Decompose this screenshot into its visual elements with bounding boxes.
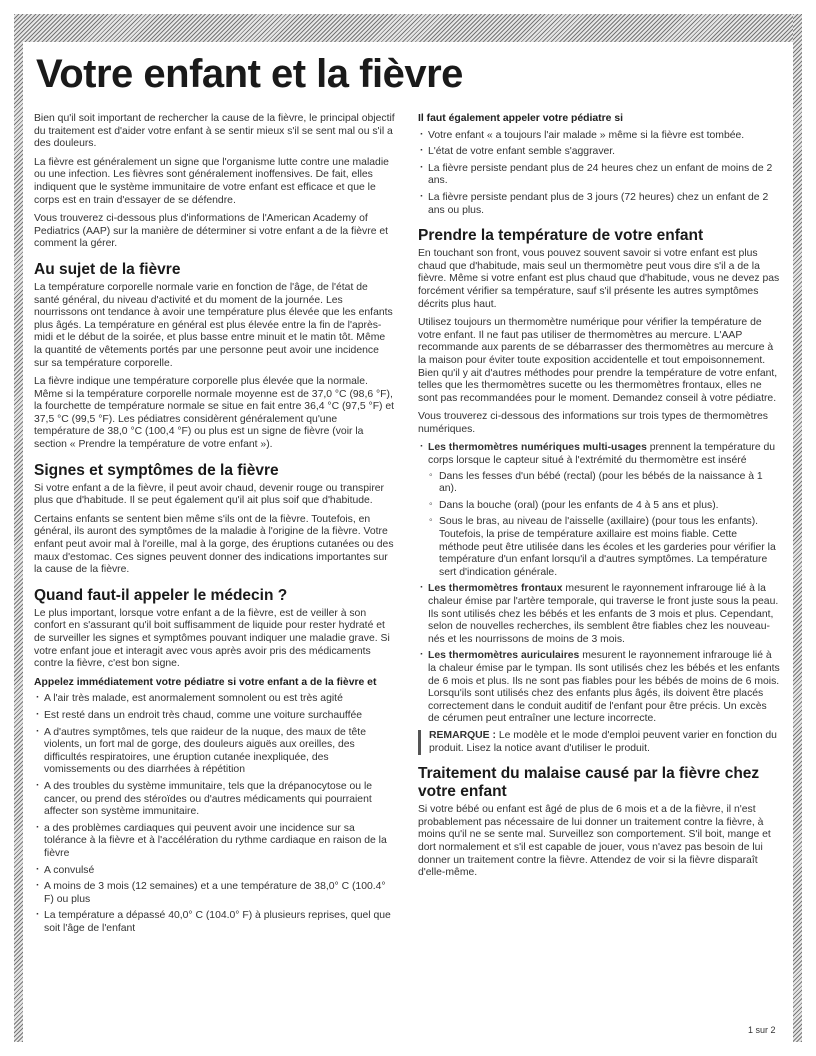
about-paragraph: La température corporelle normale varie en fonction de l'âge, de l'état de santé général, du niveau d'activité et du moment de la journée. Les nourrissons ont tendance à avoir une température plus élevée que les enfants plus âgés. La température en général est plus élevée entre la fin de l'après-midi et le début de la soirée, et plus basse entre minuit et le matin tôt. Même la quantité de vêtements portés par une personne peut avoir une incidence sur sa température corporelle. bbox=[34, 281, 393, 369]
thermometer-ear-item bbox=[418, 650, 780, 726]
note-text: Le modèle et le mode d'emploi peuvent varier en fonction du produit. Lisez la notice avant d'utiliser le produit. bbox=[429, 729, 777, 754]
thermometer-multi-text: prennent la température du corps lorsque le capteur situé à l'extrémité du thermomètre est inséré bbox=[428, 442, 776, 467]
thermometer-multi-sublist bbox=[428, 471, 780, 580]
temperature-paragraph: En touchant son front, vous pouvez souvent savoir si votre enfant est plus chaud que d'habitude, mais seul un thermomètre peut vous dire s'il a de la fièvre. Même si votre enfant est plus chaud que d'habitude, vous ne devez pas forcément vérifier sa température, sauf s'il présente les autres symptômes décrits plus haut. bbox=[418, 248, 780, 310]
list-item: · A des troubles du système immunitaire, tels que la drépanocytose ou le cancer, ou prend des stéroïdes ou d'autres médicaments qui pourraient affecter son système immunitaire. bbox=[34, 781, 396, 819]
about-paragraph: La fièvre indique une température corporelle plus élevée que la normale. Même si la température corporelle normale moyenne est de 37,0 °C (98,6 °F), la fourchette de température normale se situe en fait entre 36,4 °C (97,5 °F) et 37,5 °C (99,5 °F). Les pédiatres considèrent généralement qu'une température de 38,0 °C (100,4 °F) ou plus est un signe de fièvre (voir la section « Prendre la température de votre enfant »). bbox=[34, 376, 395, 451]
thermometer-multi-label: Les thermomètres numériques multi-usages bbox=[428, 442, 647, 454]
page-number: 1 sur 2 bbox=[748, 1025, 776, 1035]
temperature-paragraph: Vous trouverez ci-dessous des informations sur trois types de thermomètres numériques. bbox=[418, 411, 768, 435]
list-item: · a des problèmes cardiaques qui peuvent avoir une incidence sur sa tolérance à la fièvre et à l'accélération du rythme cardiaque en raison de la fièvre bbox=[34, 823, 396, 861]
list-item: ◦ Sous le bras, au niveau de l'aisselle (axillaire) (pour tous les enfants). Toutefois, la prise de température axillaire est moins fiable. Cette méthode peut être utilisée dans les écoles et les garderies pour vérifier la température d'un enfant lorsqu'il a d'autres symptômes. La température sert d'indication générale. bbox=[428, 516, 780, 579]
list-item: · L'état de votre enfant semble s'aggraver. bbox=[418, 146, 780, 159]
list-item: · A l'air très malade, est anormalement somnolent ou est très agité bbox=[34, 693, 396, 706]
thermometer-ear-label: Les thermomètres auriculaires bbox=[428, 650, 580, 662]
section-heading-about: Au sujet de la fièvre bbox=[34, 260, 181, 278]
list-item: · Votre enfant « a toujours l'air malade » même si la fièvre est tombée. bbox=[418, 130, 780, 143]
list-item: · A d'autres symptômes, tels que raideur de la nuque, des maux de tête violents, un fort mal de gorge, des douleurs aiguës aux oreilles, des difficultés respiratoires, une éruption cutanée inexpliquée, des vomissements ou des diarrhées à répétition bbox=[34, 727, 396, 777]
intro-paragraph: La fièvre est généralement un signe que l'organisme lutte contre une maladie ou une infection. Les fièvres sont généralement inoffensives. De fait, elles indiquent que le système immunitaire de votre enfant est efficace et que le corps est en train d'essayer de se défendre. bbox=[34, 156, 389, 206]
list-item: ◦ Dans la bouche (oral) (pour les enfants de 4 à 5 ans et plus). bbox=[428, 500, 780, 513]
list-item: ◦ Dans les fesses d'un bébé (rectal) (pour les bébés de la naissance à 1 an). bbox=[428, 471, 780, 496]
temperature-paragraph: Utilisez toujours un thermomètre numérique pour vérifier la température de votre enfant. Il ne faut pas utiliser de thermomètres au mercure. L'AAP recommande aux parents de se débarrasser des thermomètres au mercure à la maison pour éviter toute exposition accidentelle et tout empoisonnement. Bien qu'il y ait d'autres méthodes pour prendre la température de votre enfant, telles que les thermomètres sucette ou les thermomètres frontaux, elles ne sont pas recommandées pour le moment. Demandez conseil à votre pédiatre. bbox=[418, 317, 778, 404]
header-stripe bbox=[14, 14, 802, 42]
call-immediately-subheading: Appelez immédiatement votre pédiatre si votre enfant a de la fièvre et bbox=[34, 676, 377, 688]
right-column bbox=[418, 113, 780, 886]
signs-paragraph: Certains enfants se sentent bien même s'ils ont de la fièvre. Toutefois, en général, ils auront des symptômes de la maladie à l'origine de la fièvre. Votre enfant peut avoir mal à l'oreille, mal à la gorge, des éruptions cutanées ou des maux d'estomac. Ces signes peuvent donner des indications importantes sur la cause de la fièvre. bbox=[34, 513, 394, 576]
section-heading-temperature: Prendre la température de votre enfant bbox=[418, 227, 704, 245]
thermometer-frontal-label: Les thermomètres frontaux bbox=[428, 583, 563, 595]
section-heading-signs: Signes et symptômes de la fièvre bbox=[34, 461, 279, 479]
thermometer-ear-text: mesurent le rayonnement infrarouge lié à la chaleur émise par le tympan. Ils sont utilisés chez les bébés et les enfants de 6 mois et plus. Ils ne sont pas fiables pour les bébés de moins de 6 mois. Lorsqu'ils sont utilisés chez des enfants plus âgés, ils doivent être placés correctement dans le conduit auditif de l'enfant pour être précis. Un excès de cérumen peut entraîner une lecture incorrecte. bbox=[428, 650, 780, 725]
section-heading-when: Quand faut-il appeler le médecin ? bbox=[34, 586, 288, 604]
also-call-subheading: Il faut également appeler votre pédiatre si bbox=[418, 113, 623, 124]
left-column bbox=[34, 113, 396, 939]
list-item: · La fièvre persiste pendant plus de 24 heures chez un enfant de moins de 2 ans. bbox=[418, 163, 780, 188]
intro-paragraph: Bien qu'il soit important de rechercher la cause de la fièvre, le principal objectif du traitement est d'aider votre enfant à se sentir mieux s'il se sent mal ou s'il a des douleurs. bbox=[34, 113, 395, 150]
intro-paragraph: Vous trouverez ci-dessous plus d'informations de l'American Academy of Pediatrics (AAP) sur la manière de déterminer si votre enfant a de la fièvre et comment la gérer. bbox=[34, 213, 389, 250]
right-border-stripe bbox=[793, 14, 802, 1042]
treatment-paragraph: Si votre bébé ou enfant est âgé de plus de 6 mois et a de la fièvre, il n'est probablement pas nécessaire de lui donner un traitement contre la fièvre, à moins qu'il ne se sente mal. Surveillez son comportement. S'il boit, mange et dort normalement et s'il est capable de jouer, vous n'avez pas besoin de lui donner un traitement contre la fièvre. Attendez de voir si la fièvre disparaît d'elle-même. bbox=[418, 804, 771, 879]
also-call-list bbox=[418, 130, 780, 218]
signs-paragraph: Si votre enfant a de la fièvre, il peut avoir chaud, devenir rouge ou transpirer plus que d'habitude. Il se peut également qu'il ait plus soif que d'habitude. bbox=[34, 482, 385, 507]
page-title: Votre enfant et la fièvre bbox=[36, 52, 463, 96]
note-callout bbox=[418, 730, 780, 755]
section-heading-treatment: Traitement du malaise causé par la fièvre chez votre enfant bbox=[418, 765, 760, 801]
list-item: · Est resté dans un endroit très chaud, comme une voiture surchauffée bbox=[34, 710, 396, 723]
note-label: REMARQUE : bbox=[429, 729, 496, 741]
when-paragraph: Le plus important, lorsque votre enfant a de la fièvre, est de veiller à son confort en s'assurant qu'il boit suffisamment de liquide pour rester hydraté et de surveiller les signes et symptômes pouvant indiquer une maladie grave. Si votre enfant joue et interagit avec vous après avoir pris des médicaments contre la fièvre, c'est bon signe. bbox=[34, 607, 390, 670]
list-item: · La fièvre persiste pendant plus de 3 jours (72 heures) chez un enfant de 2 ans ou plus. bbox=[418, 192, 780, 217]
call-immediately-list bbox=[34, 693, 396, 935]
thermometer-frontal-item bbox=[418, 583, 780, 646]
list-item: · La température a dépassé 40,0° C (104.0° F) à plusieurs reprises, quel que soit l'âge de l'enfant bbox=[34, 910, 396, 935]
left-border-stripe bbox=[14, 14, 23, 1042]
thermometer-frontal-text: mesurent le rayonnement infrarouge lié à la chaleur émise par l'artère temporale, qui traverse le front juste sous la peau. Ils sont utilisés chez les bébés et les enfants de 3 mois et plus. Cependant, selon de nouvelles recherches, ils semblent être fiables chez les nouveau-nés et les nourrissons de moins de 3 mois. bbox=[428, 583, 779, 645]
list-item: · A convulsé bbox=[34, 865, 396, 878]
list-item: · A moins de 3 mois (12 semaines) et a une température de 38,0° C (100.4° F) ou plus bbox=[34, 881, 396, 906]
thermometer-types-list bbox=[418, 442, 780, 725]
thermometer-multi-item bbox=[418, 442, 780, 579]
